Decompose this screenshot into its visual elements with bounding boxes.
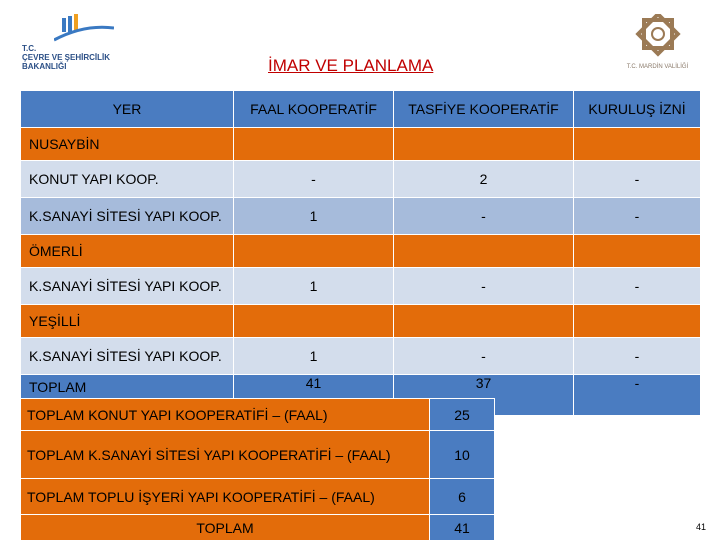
summary-label: TOPLAM KONUT YAPI KOOPERATİFİ – (FAAL) xyxy=(21,399,430,431)
group-row xyxy=(21,305,701,338)
kurulus-value: - xyxy=(574,161,701,198)
group-cell xyxy=(574,128,701,161)
group-row xyxy=(21,128,701,161)
group-cell xyxy=(394,128,574,161)
faal-value: 1 xyxy=(234,338,394,375)
group-cell xyxy=(234,235,394,268)
logo-line-2: ÇEVRE VE ŞEHİRCİLİK xyxy=(22,53,111,62)
group-cell xyxy=(574,305,701,338)
page-number: 41 xyxy=(695,522,706,532)
table-row xyxy=(21,268,701,305)
kurulus-value: - xyxy=(574,338,701,375)
group-cell xyxy=(234,305,394,338)
logo-line-3: BAKANLIĞI xyxy=(22,62,67,71)
table-header-row xyxy=(21,91,701,128)
group-cell xyxy=(394,235,574,268)
table-row xyxy=(21,161,701,198)
summary-table xyxy=(20,398,495,541)
header-faal: FAAL KOOPERATİF xyxy=(234,91,394,128)
summary-value: 25 xyxy=(430,399,495,431)
total-tasfiye: 37 xyxy=(394,375,574,416)
tasfiye-value: - xyxy=(394,198,574,235)
star-emblem-icon xyxy=(620,14,695,64)
logo-line-1: T.C. xyxy=(22,44,37,53)
faal-value: 1 xyxy=(234,198,394,235)
row-label: K.SANAYİ SİTESİ YAPI KOOP. xyxy=(21,338,234,375)
ministry-emblem-icon xyxy=(54,14,114,42)
row-label: K.SANAYİ SİTESİ YAPI KOOP. xyxy=(21,198,234,235)
faal-value: - xyxy=(234,161,394,198)
summary-total-label: TOPLAM xyxy=(21,515,430,541)
tasfiye-value: - xyxy=(394,338,574,375)
governorship-logo-text: T.C. MARDİN VALİLİĞİ xyxy=(626,64,689,70)
group-name: YEŞİLLİ xyxy=(21,305,234,338)
summary-row xyxy=(21,399,495,431)
group-name: NUSAYBİN xyxy=(21,128,234,161)
summary-row xyxy=(21,515,495,541)
row-label: K.SANAYİ SİTESİ YAPI KOOP. xyxy=(21,268,234,305)
kurulus-value: - xyxy=(574,198,701,235)
group-cell xyxy=(234,128,394,161)
group-cell xyxy=(394,305,574,338)
tasfiye-value: - xyxy=(394,268,574,305)
ministry-logo xyxy=(22,14,122,71)
summary-value: 6 xyxy=(430,479,495,515)
total-kurulus: - xyxy=(574,375,701,416)
table-row xyxy=(21,338,701,375)
row-label: KONUT YAPI KOOP. xyxy=(21,161,234,198)
group-cell xyxy=(574,235,701,268)
governorship-logo xyxy=(620,14,695,78)
total-label: TOPLAM xyxy=(21,375,234,416)
table-row xyxy=(21,198,701,235)
group-name: ÖMERLİ xyxy=(21,235,234,268)
summary-total-value: 41 xyxy=(430,515,495,541)
total-faal: 41 xyxy=(234,375,394,416)
summary-label: TOPLAM K.SANAYİ SİTESİ YAPI KOOPERATİFİ – (FAAL) xyxy=(21,431,430,479)
page-title: İMAR VE PLANLAMA xyxy=(268,56,434,75)
header-yer: YER xyxy=(21,91,234,128)
summary-label: TOPLAM TOPLU İŞYERİ YAPI KOOPERATİFİ – (FAAL) xyxy=(21,479,430,515)
header-kurulus: KURULUŞ İZNİ xyxy=(574,91,701,128)
summary-value: 10 xyxy=(430,431,495,479)
summary-row xyxy=(21,431,495,479)
faal-value: 1 xyxy=(234,268,394,305)
cooperative-table xyxy=(20,90,701,416)
header-tasfiye: TASFİYE KOOPERATİF xyxy=(394,91,574,128)
summary-row xyxy=(21,479,495,515)
kurulus-value: - xyxy=(574,268,701,305)
group-row xyxy=(21,235,701,268)
tasfiye-value: 2 xyxy=(394,161,574,198)
